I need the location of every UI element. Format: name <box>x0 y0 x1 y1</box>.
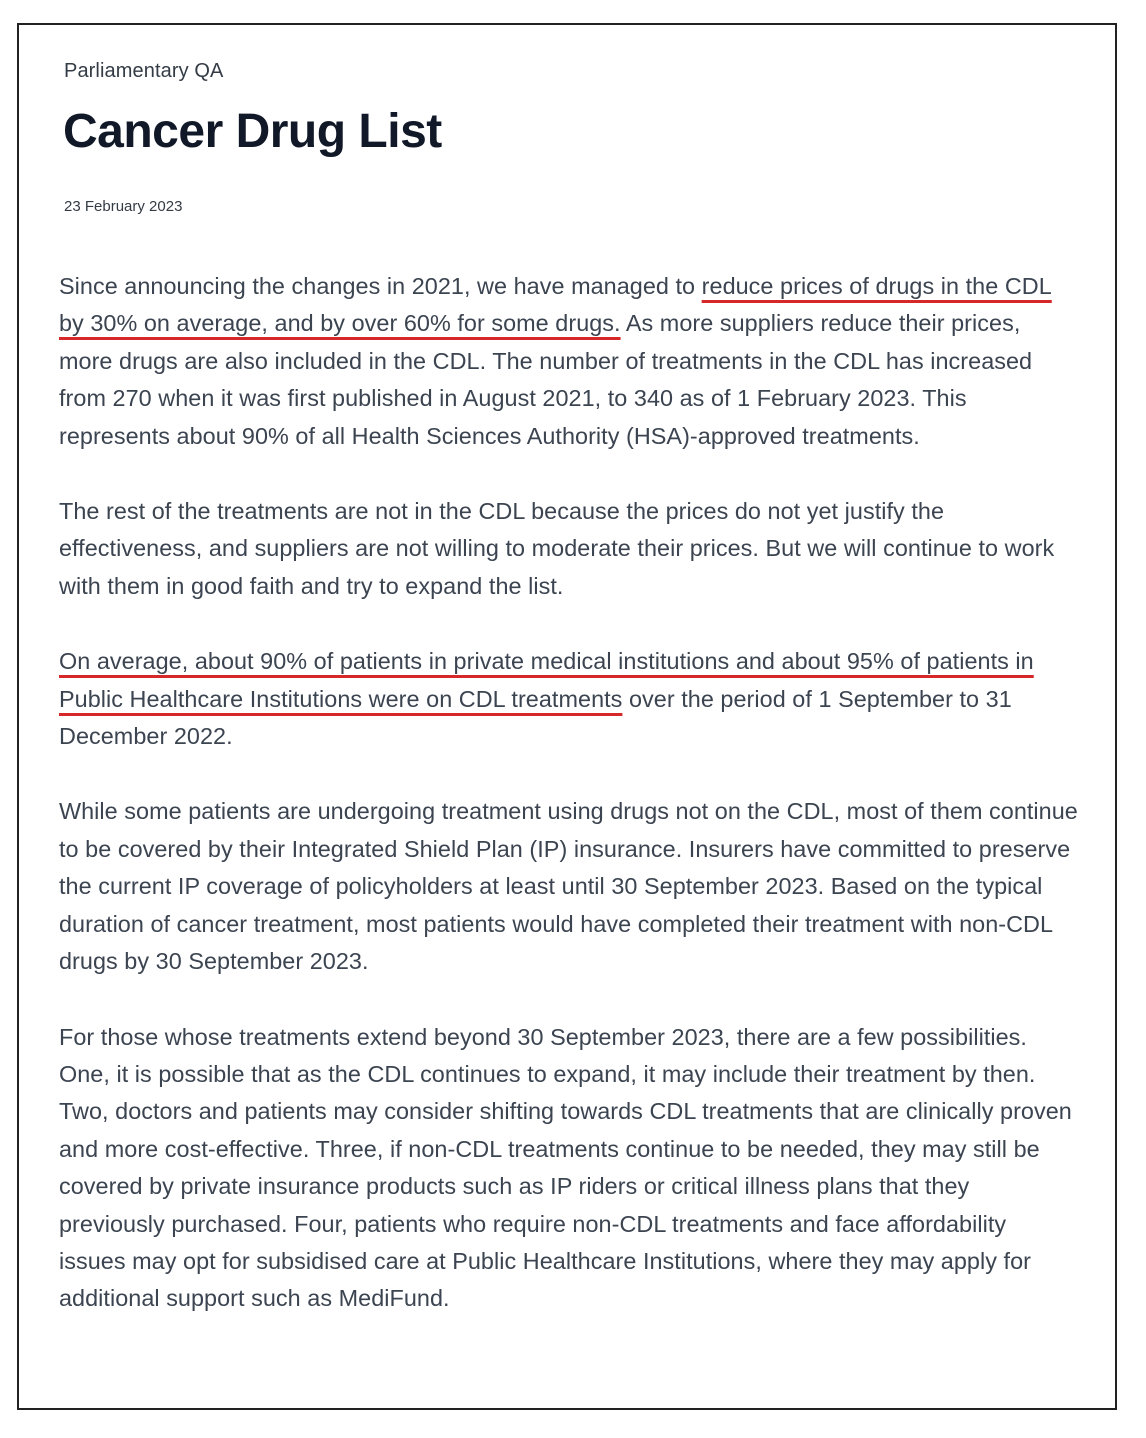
paragraph-1 <box>59 268 1079 455</box>
highlighted-text-patient-share: On average, about 90% of patients in private medical institutions and about 95% of patients in Public Healthcare Institutions were on CDL treatments <box>59 648 1034 712</box>
publish-date: 23 February 2023 <box>64 198 183 215</box>
paragraph-4: While some patients are undergoing treatment using drugs not on the CDL, most of them continue to be covered by their Integrated Shield Plan (IP) insurance. Insurers have committed to preserve the current IP coverage of policyholders at least until 30 September 2023. Based on the typical duration of cancer treatment, most patients would have completed their treatment with non-CDL drugs by 30 September 2023. <box>59 798 1078 975</box>
article-body <box>59 268 1079 1356</box>
paragraph-5: For those whose treatments extend beyond 30 September 2023, there are a few possibilities. One, it is possible that as the CDL continues to expand, it may include their treatment by then. Two, doctors and patients may consider shifting towards CDL treatments that are clinically proven and more cost-effective. Three, if non-CDL treatments continue to be needed, they may still be covered by private insurance products such as IP riders or critical illness plans that they previously purchased. Four, patients who require non-CDL treatments and face affordability issues may opt for subsidised care at Public Healthcare Institutions, where they may apply for additional support such as MediFund. <box>59 1023 1072 1312</box>
paragraph-1-lead: Since announcing the changes in 2021, we have managed to <box>59 273 702 299</box>
highlighted-text-price-reduction: reduce prices of drugs in the CDL by 30% on average, and by over 60% for some drugs. <box>59 273 1052 337</box>
paragraph-3-rest: over the period of 1 September to 31 December 2022. <box>59 685 1012 750</box>
paragraph-1-rest: As more suppliers reduce their prices, more drugs are also included in the CDL. The number of treatments in the CDL has increased from 270 when it was first published in August 2021, to 340 as of 1 February 2023. This represents about 90% of all Health Sciences Authority (HSA)-approved treatments. <box>59 310 1033 449</box>
section-kicker: Parliamentary QA <box>64 60 224 82</box>
paragraph-3 <box>59 643 1079 755</box>
paragraph-2: The rest of the treatments are not in the CDL because the prices do not yet justify the effectiveness, and suppliers are not willing to moderate their prices. But we will continue to work with them in good faith and try to expand the list. <box>59 498 1055 599</box>
page-title: Cancer Drug List <box>63 105 442 158</box>
